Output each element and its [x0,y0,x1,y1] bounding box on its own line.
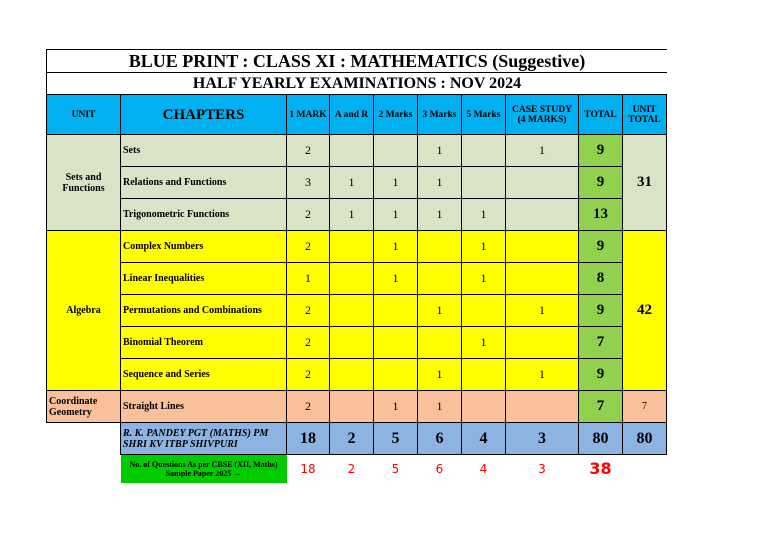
cell-one-mark: 2 [287,359,330,391]
unit-total-cell: 31 [623,135,667,231]
header-five-marks: 5 Marks [462,95,506,135]
cell-one-mark: 2 [287,199,330,231]
page-subtitle: HALF YEARLY EXAMINATIONS : NOV 2024 [46,72,667,94]
blueprint-table [46,94,667,483]
summary-three-marks: 6 [418,423,462,455]
cell-case-study: 1 [506,359,579,391]
chapter-name: Sequence and Series [121,359,287,391]
cell-two-marks: 1 [374,199,418,231]
cell-three-marks [418,231,462,263]
cell-a-and-r [330,135,374,167]
cell-one-mark: 1 [287,263,330,295]
footer-blank-end [623,455,667,483]
summary-two-marks: 5 [374,423,418,455]
summary-total: 80 [579,423,623,455]
header-one-mark: 1 MARK [287,95,330,135]
cell-total: 9 [579,135,623,167]
cell-case-study [506,391,579,423]
chapter-name: Trigonometric Functions [121,199,287,231]
header-two-marks: 2 Marks [374,95,418,135]
cell-one-mark: 2 [287,295,330,327]
cell-two-marks: 1 [374,231,418,263]
cell-one-mark: 2 [287,327,330,359]
summary-blank [47,423,121,455]
cell-five-marks [462,167,506,199]
cell-a-and-r [330,231,374,263]
table-row [47,135,667,167]
cell-three-marks [418,263,462,295]
cell-two-marks: 1 [374,263,418,295]
cell-total: 9 [579,295,623,327]
cell-total: 9 [579,231,623,263]
cell-five-marks: 1 [462,327,506,359]
unit-total-cell: 7 [623,391,667,423]
cell-total: 7 [579,391,623,423]
header-chapters: CHAPTERS [121,95,287,135]
table-row [47,167,667,199]
header-three-marks: 3 Marks [418,95,462,135]
cell-a-and-r [330,263,374,295]
unit-cell: Sets and Functions [47,135,121,231]
summary-unit-total: 80 [623,423,667,455]
page-title: BLUE PRINT : CLASS XI : MATHEMATICS (Suggestive) [46,49,667,72]
summary-five-marks: 4 [462,423,506,455]
cell-a-and-r [330,295,374,327]
header-total: TOTAL [579,95,623,135]
cell-five-marks [462,391,506,423]
summary-one-mark: 18 [287,423,330,455]
table-row [47,199,667,231]
cell-three-marks: 1 [418,391,462,423]
cell-three-marks [418,327,462,359]
table-row [47,391,667,423]
cell-one-mark: 2 [287,391,330,423]
footer-blank [47,455,121,483]
cell-five-marks: 1 [462,263,506,295]
cell-one-mark: 3 [287,167,330,199]
cell-five-marks: 1 [462,199,506,231]
summary-case-study: 3 [506,423,579,455]
cbse-note: No. of Questions As per CBSE (XII, Maths) Sample Paper 2025 → [121,455,287,483]
footer-a-and-r: 2 [347,461,356,476]
cell-case-study [506,327,579,359]
cell-two-marks [374,135,418,167]
header-a-and-r: A and R [330,95,374,135]
cell-three-marks: 1 [418,167,462,199]
cell-case-study [506,199,579,231]
cell-two-marks: 1 [374,167,418,199]
cell-total: 7 [579,327,623,359]
cell-three-marks: 1 [418,135,462,167]
cell-case-study: 1 [506,295,579,327]
cell-two-marks [374,359,418,391]
footer-row [47,455,667,483]
cell-three-marks: 1 [418,359,462,391]
header-row [47,95,667,135]
chapter-name: Straight Lines [121,391,287,423]
cell-three-marks: 1 [418,295,462,327]
cell-three-marks: 1 [418,199,462,231]
unit-cell: Algebra [47,231,121,391]
cell-case-study [506,231,579,263]
chapter-name: Sets [121,135,287,167]
header-case-study: CASE STUDY (4 MARKS) [506,95,579,135]
cell-total: 13 [579,199,623,231]
footer-case-study: 3 [538,461,546,476]
chapter-name: Linear Inequalities [121,263,287,295]
cell-a-and-r: 1 [330,167,374,199]
cell-one-mark: 2 [287,231,330,263]
cell-a-and-r [330,359,374,391]
table-row [47,359,667,391]
cell-five-marks: 1 [462,231,506,263]
author-credit: R. K. PANDEY PGT (MATHS) PM SHRI KV ITBP SHIVPURI [121,423,287,455]
cell-total: 9 [579,359,623,391]
chapter-name: Complex Numbers [121,231,287,263]
cell-case-study [506,263,579,295]
footer-one-mark: 18 [300,461,316,476]
cell-a-and-r: 1 [330,199,374,231]
header-unit: UNIT [47,95,121,135]
table-row [47,263,667,295]
footer-five-marks: 4 [479,461,488,476]
footer-three-marks: 6 [435,461,444,476]
cell-five-marks [462,359,506,391]
unit-total-cell: 42 [623,231,667,391]
cell-one-mark: 2 [287,135,330,167]
chapter-name: Relations and Functions [121,167,287,199]
cell-case-study [506,167,579,199]
header-unit-total: UNIT TOTAL [623,95,667,135]
cell-a-and-r [330,391,374,423]
cell-case-study: 1 [506,135,579,167]
cell-two-marks: 1 [374,391,418,423]
summary-a-and-r: 2 [330,423,374,455]
unit-cell: Coordinate Geometry [47,391,121,423]
table-row [47,327,667,359]
cell-five-marks [462,295,506,327]
cell-two-marks [374,327,418,359]
cell-total: 8 [579,263,623,295]
cell-total: 9 [579,167,623,199]
footer-two-marks: 5 [391,461,400,476]
footer-total: 38 [589,459,612,479]
chapter-name: Binomial Theorem [121,327,287,359]
summary-row [47,423,667,455]
table-row [47,231,667,263]
cell-two-marks [374,295,418,327]
cell-five-marks [462,135,506,167]
cell-a-and-r [330,327,374,359]
chapter-name: Permutations and Combinations [121,295,287,327]
table-row [47,295,667,327]
